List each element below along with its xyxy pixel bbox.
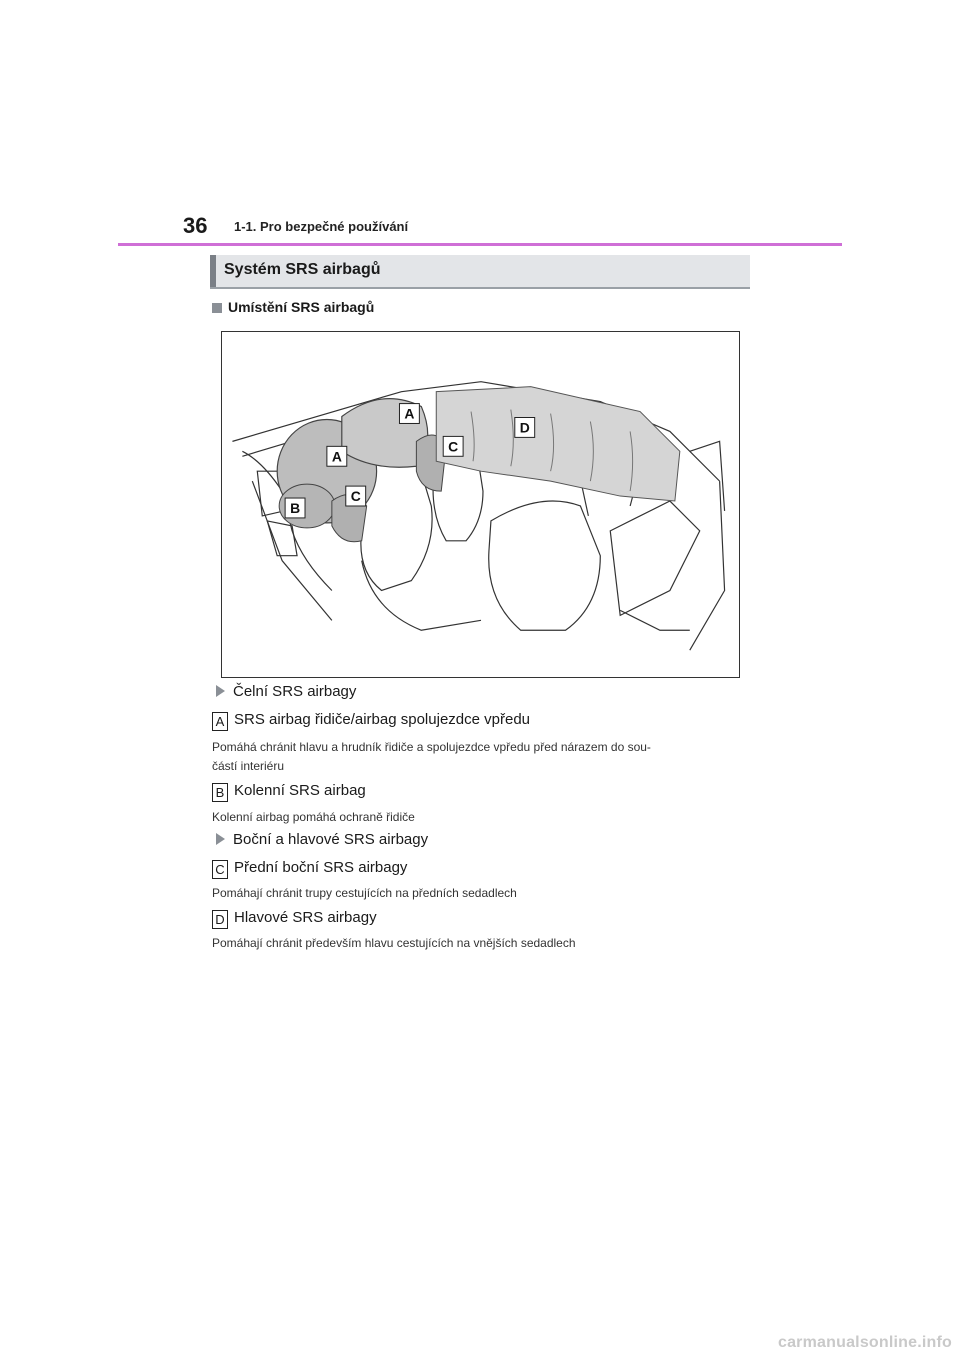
- subheading: [212, 299, 374, 315]
- page-number: 36: [183, 213, 208, 238]
- item-a: [212, 711, 530, 731]
- square-bullet-icon: [212, 303, 222, 313]
- section-path: 1-1. Pro bezpečné používání: [234, 219, 409, 234]
- callout-b-text: B: [290, 499, 301, 516]
- item-c-desc-line1: Pomáhají chránit trupy cestujících na předních sedadlech: [212, 886, 517, 900]
- car-interior-drawing: [222, 332, 739, 677]
- triangle-bullet-icon: [216, 833, 225, 845]
- item-d: [212, 909, 377, 929]
- item-b: [212, 782, 366, 802]
- item-a-desc-line2: částí interiéru: [212, 759, 285, 773]
- item-a-description: [212, 738, 752, 776]
- header-rule: [118, 243, 842, 246]
- group-heading-text: Boční a hlavové SRS airbagy: [233, 831, 429, 848]
- item-c-description: [212, 884, 752, 903]
- callout-d-text: D: [519, 419, 530, 436]
- item-c-label: Přední boční SRS airbagy: [234, 859, 408, 876]
- page-title: Systém SRS airbagů: [224, 261, 381, 278]
- airbag-illustration: [221, 331, 740, 678]
- subheading-text: Umístění SRS airbagů: [228, 299, 375, 315]
- callout-c-passenger-text: C: [448, 438, 459, 455]
- letter-box-a: A: [212, 712, 228, 731]
- letter-box-d: D: [212, 910, 228, 929]
- title-accent-bar: [210, 255, 216, 287]
- group-heading-side-curtain: [216, 831, 428, 848]
- item-d-desc-line1: Pomáhají chránit především hlavu cestujících na vnějších sedadlech: [212, 936, 576, 950]
- callout-a-lower-text: A: [331, 448, 342, 465]
- callout-a-upper-text: A: [404, 405, 415, 422]
- item-a-desc-line1: Pomáhá chránit hlavu a hrudník řidiče a spolujezdce vpředu před nárazem do sou-: [212, 740, 651, 754]
- item-b-description: [212, 808, 752, 827]
- triangle-bullet-icon: [216, 685, 225, 697]
- item-b-desc-line1: Kolenní airbag pomáhá ochraně řidiče: [212, 810, 415, 824]
- letter-box-c: C: [212, 860, 228, 879]
- item-a-label: SRS airbag řidiče/airbag spolujezdce vpředu: [234, 711, 531, 728]
- watermark: carmanualsonline.info: [777, 1334, 952, 1351]
- group-heading-frontal: [216, 683, 356, 700]
- group-heading-text: Čelní SRS airbagy: [233, 683, 357, 700]
- item-d-description: [212, 934, 752, 953]
- item-c: [212, 859, 407, 879]
- title-band: [210, 255, 750, 289]
- item-b-label: Kolenní SRS airbag: [234, 782, 366, 799]
- callout-c-front-text: C: [350, 488, 361, 505]
- item-d-label: Hlavové SRS airbagy: [234, 909, 377, 926]
- letter-box-b: B: [212, 783, 228, 802]
